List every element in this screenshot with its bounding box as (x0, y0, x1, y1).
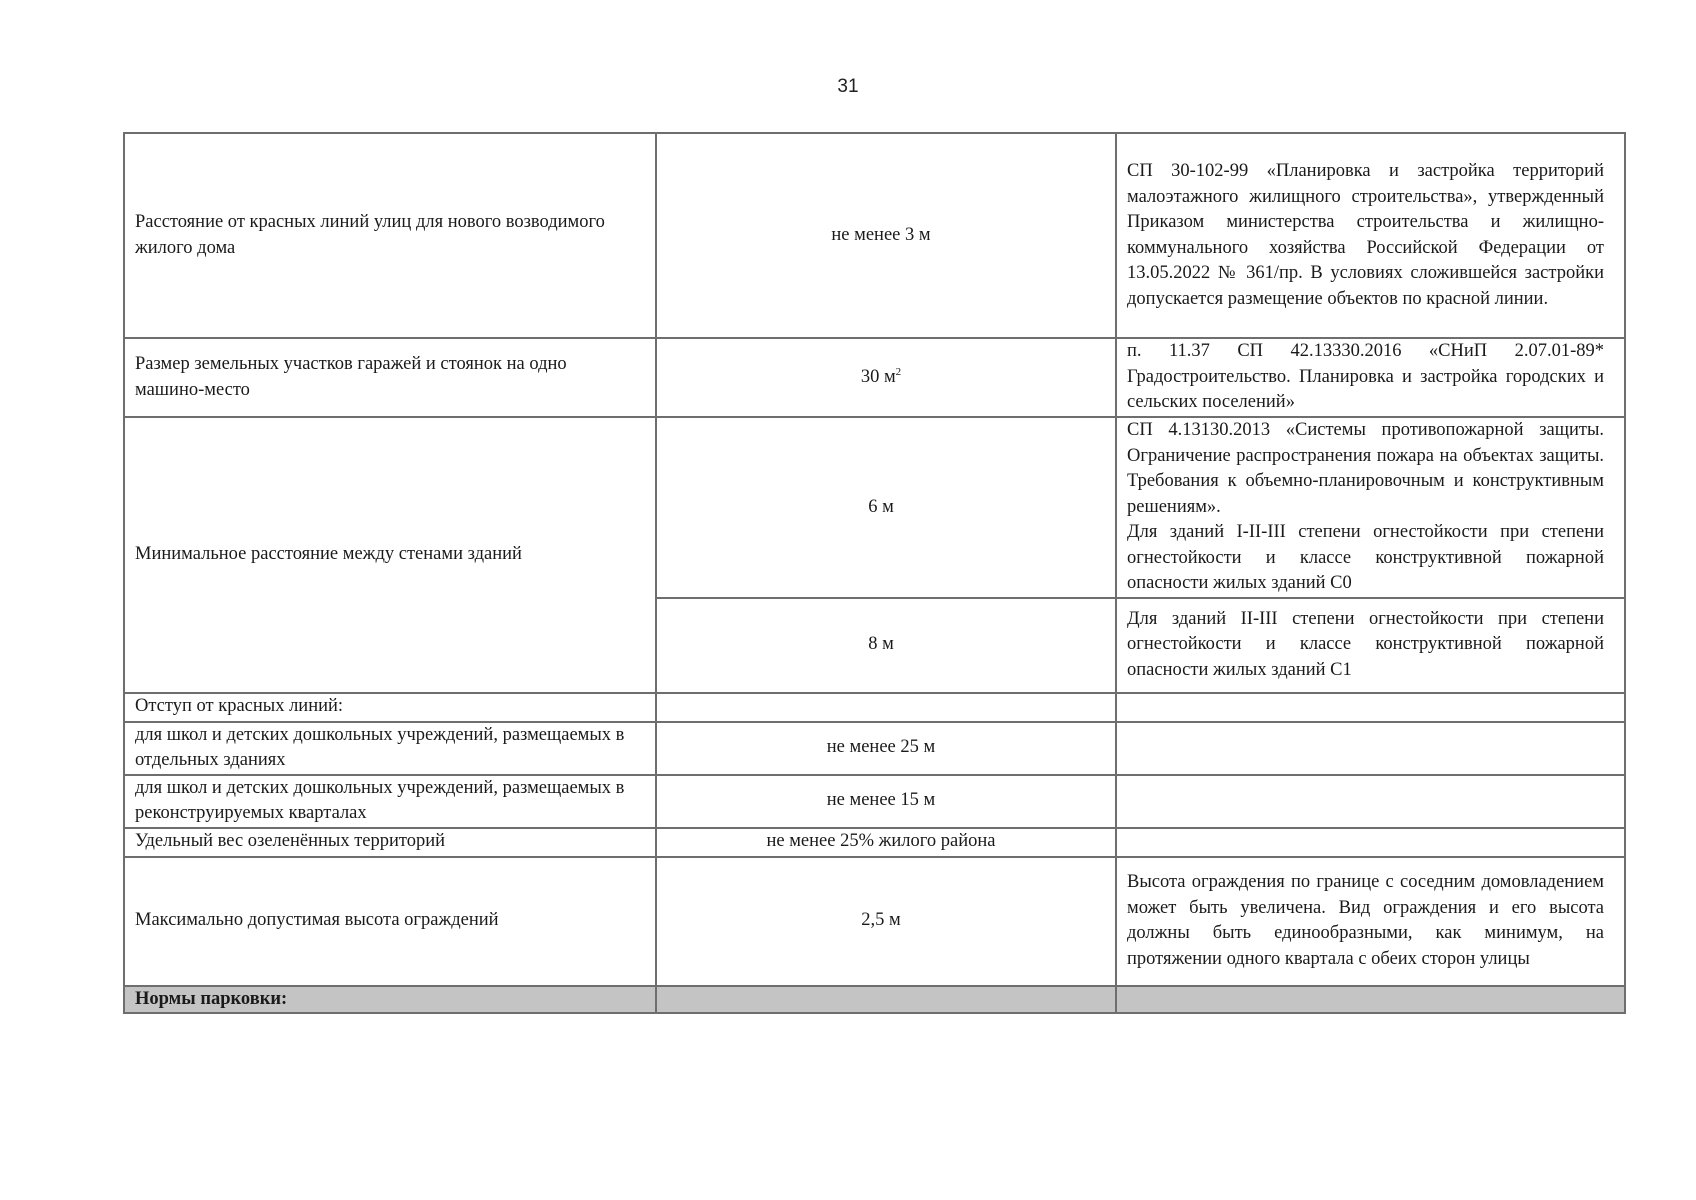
parameter-cell: Удельный вес озеленённых территорий (124, 828, 656, 857)
parameter-cell: Размер земельных участков гаражей и стоянок на одно машино-место (124, 338, 656, 417)
source-cell (1116, 986, 1625, 1014)
table-row (124, 417, 1625, 598)
source-extra-text: Для зданий I-II-III степени огнестойкости при степени огнестойкости и классе конструктивной пожарной опасности жилых зданий С0 (1127, 522, 1604, 593)
source-cell: СП 30-102-99 «Планировка и застройка территорий малоэтажного жилищного строительства», утвержденный Приказом министерства строительства и жилищно-коммунального хозяйства Российской Федерации от 13.05.2022 № 361/пр. В условиях сложившейся застройки допускается размещение объектов по красной линии. (1116, 133, 1625, 338)
value-cell: не менее 25 м (656, 722, 1116, 775)
table-row (124, 133, 1625, 338)
page-number: 31 (837, 76, 859, 97)
value-cell: 8 м (656, 598, 1116, 693)
value-text: 30 м (860, 366, 896, 387)
table-row (124, 828, 1625, 857)
parameter-cell: Максимально допустимая высота ограждений (124, 857, 656, 986)
parameter-cell: Расстояние от красных линий улиц для нового возводимого жилого дома (124, 133, 656, 338)
source-cell (1116, 693, 1625, 722)
table-row (124, 775, 1625, 828)
table-row (124, 693, 1625, 722)
table-row (124, 338, 1625, 417)
source-cell: п. 11.37 СП 42.13330.2016 «СНиП 2.07.01-89* Градостроительство. Планировка и застройка городских и сельских поселений» (1116, 338, 1625, 417)
table-section-row (124, 986, 1625, 1014)
parameter-cell: Минимальное расстояние между стенами зданий (124, 417, 656, 693)
value-cell (656, 986, 1116, 1014)
table-row (124, 857, 1625, 986)
value-superscript: 2 (895, 365, 902, 378)
source-cell: Для зданий II-III степени огнестойкости при степени огнестойкости и классе конструктивной пожарной опасности жилых зданий С1 (1116, 598, 1625, 693)
norms-table (123, 132, 1626, 1014)
source-cell (1116, 828, 1625, 857)
parameter-cell: Отступ от красных линий: (124, 693, 656, 722)
value-cell (656, 338, 1116, 417)
source-cell (1116, 417, 1625, 598)
source-text: СП 4.13130.2013 «Системы противопожарной защиты. Ограничение распространения пожара на объектах защиты. Требования к объемно-планировочным и конструктивным решениям». (1127, 420, 1604, 517)
source-cell (1116, 722, 1625, 775)
source-cell (1116, 775, 1625, 828)
value-cell: 6 м (656, 417, 1116, 598)
value-cell: не менее 25% жилого района (656, 828, 1116, 857)
value-cell (656, 693, 1116, 722)
parameter-cell: для школ и детских дошкольных учреждений, размещаемых в реконструируемых кварталах (124, 775, 656, 828)
parameter-cell: для школ и детских дошкольных учреждений, размещаемых в отдельных зданиях (124, 722, 656, 775)
value-cell: не менее 15 м (656, 775, 1116, 828)
value-cell: не менее 3 м (656, 133, 1116, 338)
table-row (124, 722, 1625, 775)
section-heading-cell: Нормы парковки: (124, 986, 656, 1014)
value-cell: 2,5 м (656, 857, 1116, 986)
source-cell: Высота ограждения по границе с соседним домовладением может быть увеличена. Вид ограждения и его высота должны быть единообразными, как минимум, на протяжении одного квартала с обеих сторон улицы (1116, 857, 1625, 986)
